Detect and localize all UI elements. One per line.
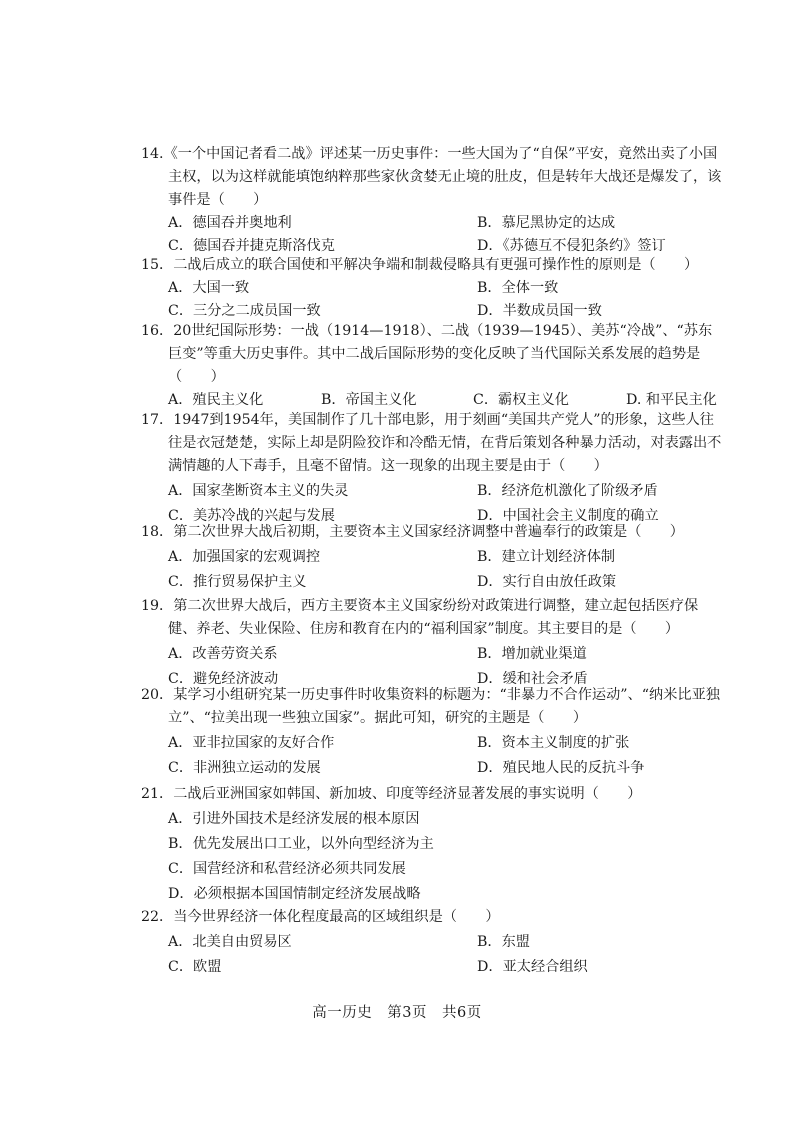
- question-stem: 16．20世纪国际形势：一战（1914—1918）、二战（1939—1945）、美苏“冷战”、“苏东巨变”等重大历史事件。其中二战后国际形势的变化反映了当代国际关系发展的趋势是（ ）: [141, 323, 713, 385]
- option-a: A．北美自由贸易区: [168, 934, 292, 950]
- option-a: A．殖民主义化: [168, 392, 264, 408]
- option-d: D．实行自由放任政策: [477, 574, 617, 590]
- option-d: D．缓和社会矛盾: [477, 671, 588, 687]
- question-20: [141, 684, 726, 780]
- question-stem: 15．二战后成立的联合国使和平解决争端和制裁侵略具有更强可操作性的原则是（ ）: [141, 257, 699, 273]
- page-footer: 高一历史 第3页 共6页: [312, 1005, 482, 1021]
- question-stem: 19．第二次世界大战后，西方主要资本主义国家纷纷对政策进行调整，建立起包括医疗保健、养老、失业保险、住房和教育在内的“福利国家”制度。其主要目的是（ ）: [141, 598, 699, 637]
- option-c: C．三分之二成员国一致: [168, 303, 321, 319]
- question-15: [141, 254, 726, 323]
- option-a: A．国家垄断资本主义的失灵: [168, 483, 349, 499]
- option-c: C．欧盟: [168, 959, 222, 975]
- option-d: D．必须根据本国国情制定经济发展战略: [168, 886, 421, 902]
- option-b: B．慕尼黑协定的达成: [477, 215, 616, 231]
- question-stem: 14.《一个中国记者看二战》评述某一历史事件：一些大国为了“自保”平安，竟然出卖了小国主权，以为这样就能填饱纳粹那些家伙贪婪无止境的肚皮，但是转年大战还是爆发了，该事件是（ ）: [141, 146, 722, 208]
- option-a: A．引进外国技术是经济发展的根本原因: [168, 811, 420, 827]
- question-21: [141, 783, 726, 906]
- option-a: A．改善劳资关系: [168, 646, 278, 662]
- question-stem: 18．第二次世界大战后初期，主要资本主义国家经济调整中普遍奉行的政策是（ ）: [141, 524, 684, 540]
- question-18: [141, 521, 726, 594]
- option-d: D．殖民地人民的反抗斗争: [477, 760, 645, 776]
- question-stem: 22．当今世界经济一体化程度最高的区域组织是（ ）: [141, 909, 500, 925]
- option-d: D. 和平民主化: [626, 392, 717, 408]
- option-c: C．推行贸易保护主义: [168, 574, 307, 590]
- option-c: C．德国吞并捷克斯洛伐克: [168, 238, 335, 254]
- option-d: D．《苏德互不侵犯条约》签订: [477, 238, 666, 254]
- option-c: C．避免经济波动: [168, 671, 279, 687]
- option-c: C．霸权主义化: [473, 392, 569, 408]
- question-stem: 17．1947到1954年，美国制作了几十部电影，用于刻画“美国共产党人”的形象，这些人往往是衣冠楚楚，实际上却是阴险狡诈和冷酷无情，在背后策划各种暴力活动，对表露出不满情趣的人下毒手，且毫不留情。这一现象的出现主要是由于（ ）: [141, 412, 722, 474]
- question-22: [141, 906, 726, 979]
- question-14: [141, 143, 726, 258]
- option-a: A．德国吞并奥地利: [168, 215, 292, 231]
- option-a: A．大国一致: [168, 280, 250, 296]
- option-b: B．资本主义制度的扩张: [477, 735, 630, 751]
- option-a: A．亚非拉国家的友好合作: [168, 735, 335, 751]
- option-b: B．优先发展出口工业，以外向型经济为主: [168, 836, 434, 852]
- option-a: A．加强国家的宏观调控: [168, 549, 321, 565]
- option-d: D．中国社会主义制度的确立: [477, 508, 659, 524]
- option-b: B．全体一致: [477, 280, 559, 296]
- option-b: B．帝国主义化: [321, 392, 417, 408]
- option-b: B．经济危机激化了阶级矛盾: [477, 483, 658, 499]
- option-d: D．亚太经合组织: [477, 959, 588, 975]
- question-stem: 20．某学习小组研究某一历史事件时收集资料的标题为：“非暴力不合作运动”、“纳米比亚独立”、“拉美出现一些独立国家”。据此可知，研究的主题是（ ）: [141, 687, 720, 726]
- option-b: B．东盟: [477, 934, 530, 950]
- question-stem: 21．二战后亚洲国家如韩国、新加坡、印度等经济显著发展的事实说明（ ）: [141, 786, 642, 802]
- question-17: [141, 409, 726, 528]
- option-c: C．国营经济和私营经济必须共同发展: [168, 861, 406, 877]
- option-b: B．增加就业渠道: [477, 646, 587, 662]
- question-19: [141, 595, 726, 691]
- question-16: [141, 320, 726, 412]
- option-c: C．非洲独立运动的发展: [168, 760, 321, 776]
- option-c: C．美苏冷战的兴起与发展: [168, 508, 335, 524]
- option-b: B．建立计划经济体制: [477, 549, 616, 565]
- option-d: D．半数成员国一致: [477, 303, 602, 319]
